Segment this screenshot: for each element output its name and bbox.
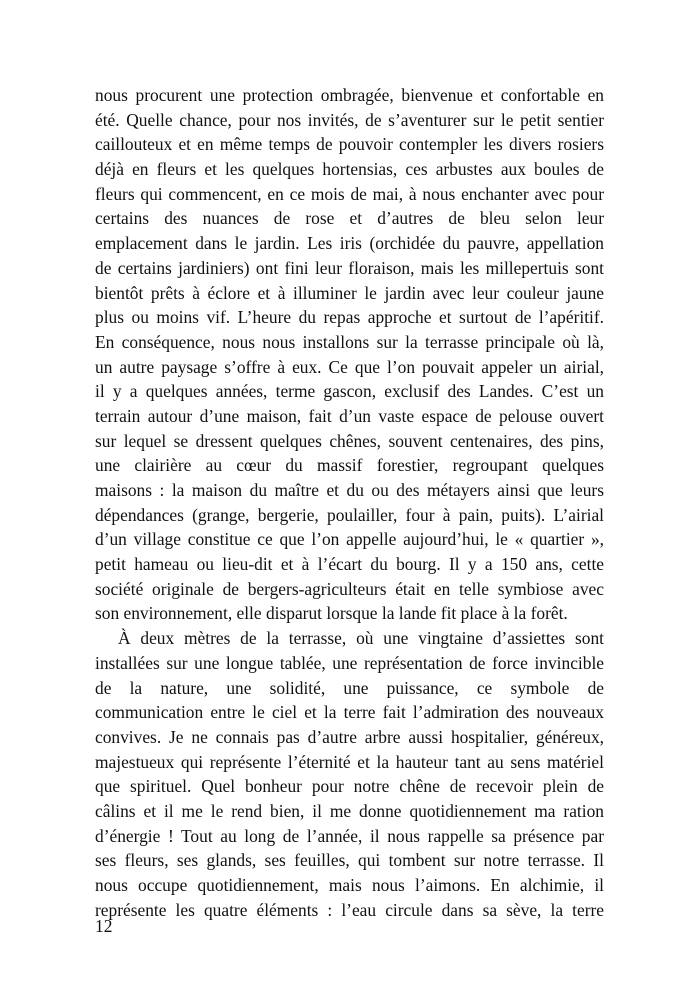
text-line: d’un village constitue ce que l’on appelle aujourd’hui, le « quartier », (95, 529, 604, 550)
text-line: installées sur une longue tablée, une représentation de force invincible (95, 652, 604, 673)
text-line: déjà en fleurs et les quelques hortensias, ces arbustes aux boules de (95, 159, 604, 180)
text-line: communication entre le ciel et la terre fait l’admiration des nouveaux (95, 702, 604, 723)
text-line: terrain autour d’une maison, fait d’un vaste espace de pelouse ouvert (95, 405, 604, 426)
text-line: maisons : la maison du maître et du ou des métayers ainsi que leurs (95, 480, 604, 500)
text-line: dépendances (grange, bergerie, poulailler, four à pain, puits). L’airial (95, 504, 604, 525)
text-line: câlins et il me le rend bien, il me donne quotidiennement ma ration (95, 800, 604, 821)
text-line: convives. Je ne connais pas d’autre arbre aussi hospitalier, généreux, (95, 726, 604, 747)
page-number: 12 (95, 916, 113, 936)
body-text (95, 83, 604, 922)
text-line: représente les quatre éléments : l’eau circule dans sa sève, la terre (95, 899, 604, 920)
text-line: certains des nuances de rose et d’autres de bleu selon leur (95, 208, 604, 229)
text-line: société originale de bergers-agriculteurs était en telle symbiose avec (95, 578, 604, 599)
text-line: il y a quelques années, terme gascon, exclusif des Landes. C’est un (95, 381, 604, 402)
text-line: plus ou moins vif. L’heure du repas approche et surtout de l’apéritif. (95, 307, 604, 328)
text-line: ses fleurs, ses glands, ses feuilles, qui tombent sur notre terrasse. Il (95, 850, 604, 871)
text-line: En conséquence, nous nous installons sur la terrasse principale où là, (95, 331, 604, 352)
text-line: de la nature, une solidité, une puissance, ce symbole de (95, 677, 604, 698)
text-line: petit hameau ou lieu-dit et à l’écart du bourg. Il y a 150 ans, cette (95, 554, 604, 575)
text-line: sur lequel se dressent quelques chênes, souvent centenaires, des pins, (95, 430, 604, 451)
text-line: caillouteux et en même temps de pouvoir contempler les divers rosiers (95, 134, 604, 155)
text-line: nous procurent une protection ombragée, bienvenue et confortable en (95, 85, 604, 105)
text-line: d’énergie ! Tout au long de l’année, il nous rappelle sa présence par (95, 825, 604, 846)
text-line: une clairière au cœur du massif forestier, regroupant quelques (95, 455, 604, 476)
text-line: son environnement, elle disparut lorsque la lande fit place à la forêt. (95, 603, 568, 624)
text-line: que spirituel. Quel bonheur pour notre chêne de recevoir plein de (95, 776, 604, 797)
paragraph (95, 626, 604, 922)
text-line: un autre paysage s’offre à eux. Ce que l’on pouvait appeler un airial, (95, 356, 604, 377)
text-line: À deux mètres de la terrasse, où une vingtaine d’assiettes sont (118, 628, 604, 649)
text-line: emplacement dans le jardin. Les iris (orchidée du pauvre, appellation (95, 233, 604, 254)
paragraph (95, 83, 604, 626)
text-line: de certains jardiniers) ont fini leur floraison, mais les millepertuis sont (95, 257, 604, 278)
text-line: fleurs qui commencent, en ce mois de mai, à nous enchanter avec pour (95, 183, 604, 204)
text-line: majestueux qui représente l’éternité et la hauteur tant au sens matériel (95, 751, 604, 772)
text-line: nous occupe quotidiennement, mais nous l’aimons. En alchimie, il (95, 875, 604, 895)
text-line: bientôt prêts à éclore et à illuminer le jardin avec leur couleur jaune (95, 282, 604, 303)
text-line: été. Quelle chance, pour nos invités, de s’aventurer sur le petit sentier (95, 109, 604, 130)
